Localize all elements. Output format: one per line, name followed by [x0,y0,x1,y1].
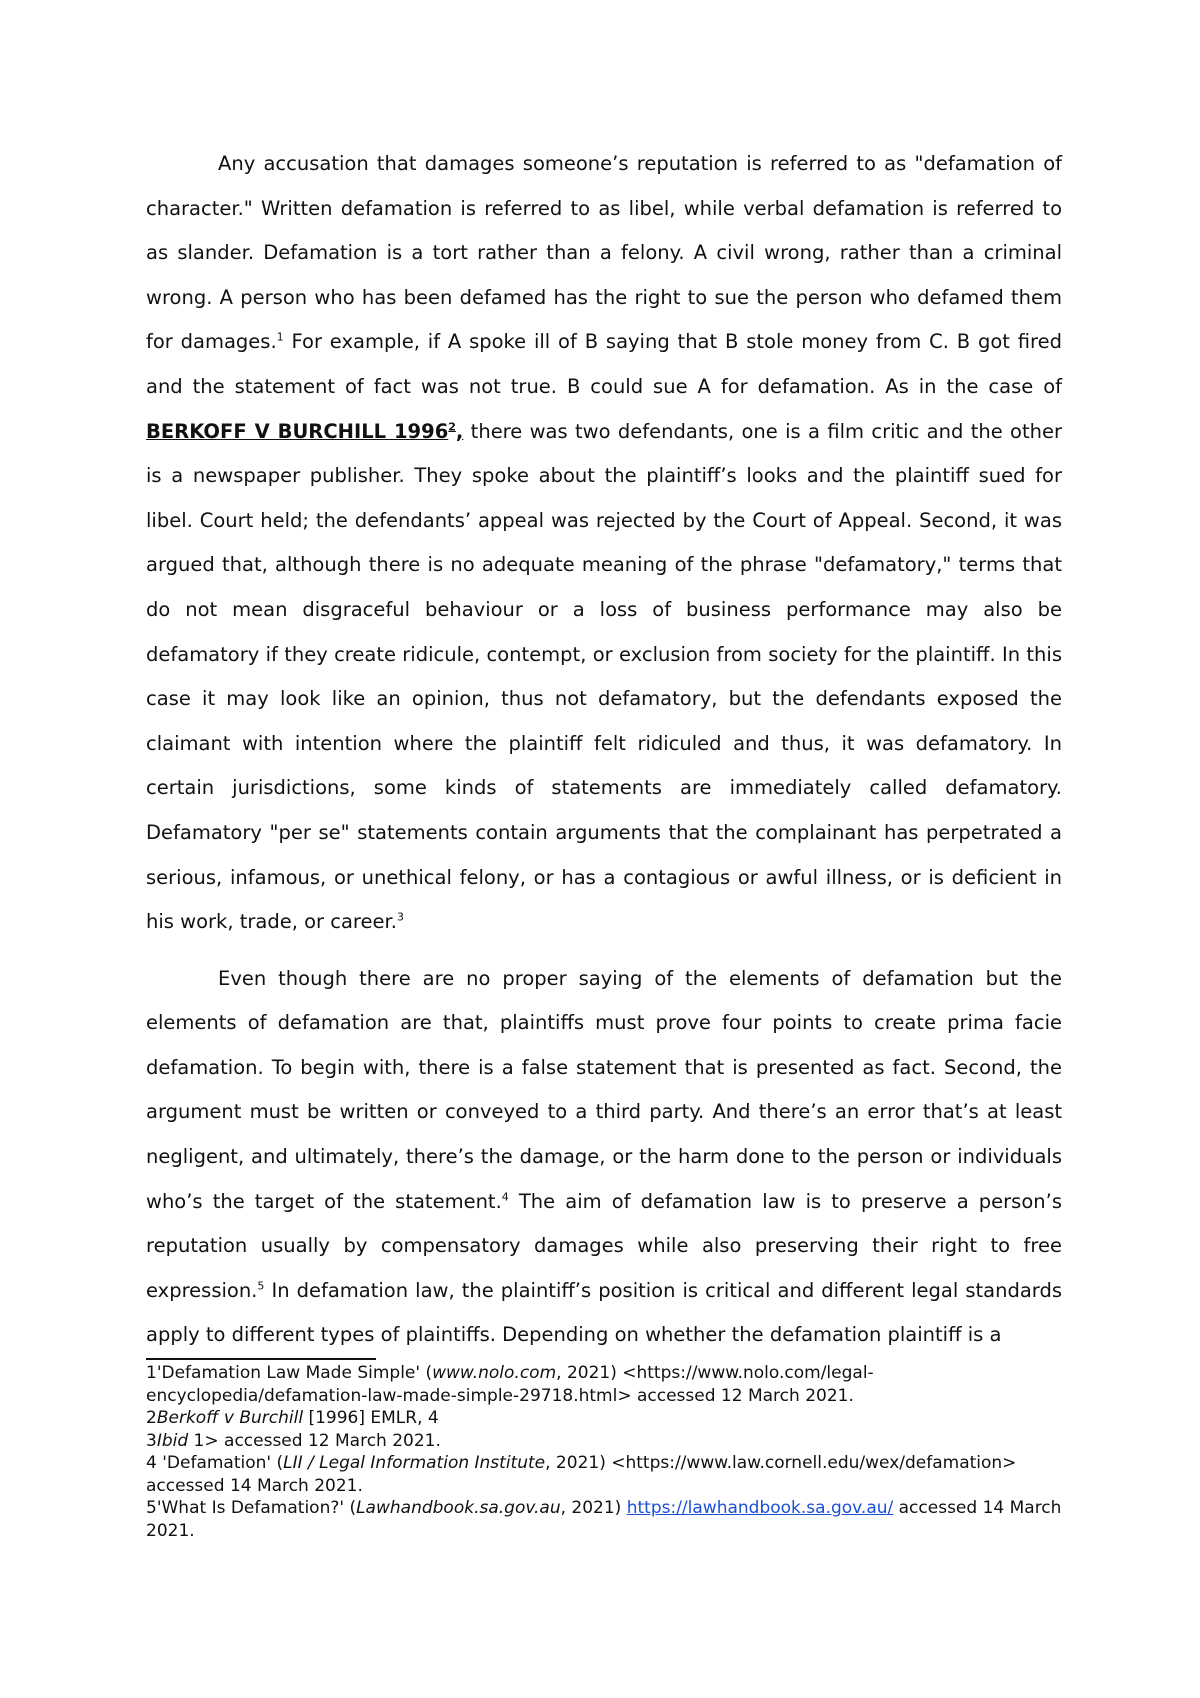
footnote-source: Berkoff v Burchill [156,1408,304,1428]
footnote-ref-1[interactable]: 1 [276,330,284,344]
footnote-ref-2[interactable]: 2 [448,420,456,434]
footnote-number: 2 [146,1408,157,1428]
footnote-5 [146,1497,1062,1542]
footnote-source: Lawhandbook.sa.gov.au [356,1498,561,1518]
paragraph-1 [146,142,1062,945]
footnote-text: , 2021) <https://www.nolo.com/legal-encyclopedia/defamation-law-made-simple-29718.html> accessed 12 March 2021. [146,1363,874,1406]
footnote-ref-3[interactable]: 3 [396,910,404,924]
paragraph-2-text-c: In defamation law, the plaintiff’s position is critical and different legal standards apply to different types of plaintiffs. Depending on whether the defamation plaintiff is a [146,1278,1062,1347]
footnote-number: 4 [146,1453,157,1473]
footnote-source: Ibid [156,1430,189,1451]
paragraph-2-text-a: Even though there are no proper saying of the elements of defamation but the elements of defamation are that, plaintiffs must prove four points to create prima facie defamation. To begin with, there is a false statement that is presented as fact. Second, the argument must be written or conveyed to a third party. And there’s an error that’s at least negligent, and ultimately, there’s the damage, or the harm done to the person or individuals who’s the target of the statement. [146,966,1062,1213]
footnotes-section [146,1358,1062,1542]
footnote-separator [146,1358,376,1360]
footnote-source: www.nolo.com [432,1363,557,1383]
footnote-3 [146,1430,1062,1453]
lawhandbook-link[interactable]: https://lawhandbook.sa.gov.au/ [626,1498,894,1518]
paragraph-2 [146,957,1062,1358]
footnote-1 [146,1362,1062,1407]
footnote-text: , 2021) [560,1498,627,1518]
case-citation-link[interactable]: BERKOFF V BURCHILL 1996 [146,419,449,443]
footnote-text: , 2021) <https://www.law.cornell.edu/wex/defamation> accessed 14 March 2021. [146,1453,1017,1496]
footnote-text: 'Defamation Law Made Simple' ( [156,1363,433,1383]
paragraph-1-text-c: there was two defendants, one is a film critic and the other is a newspaper publisher. They spoke about the plaintiff’s looks and the plaintiff sued for libel. Court held; the defendants’ appeal was rejected by the Court of Appeal. Second, it was argued that, although there is no adequate meaning of the phrase "defamatory," terms that do not mean disgraceful behaviour or a loss of business performance may also be defamatory if they create ridicule, contempt, or exclusion from society for the plaintiff. In this case it may look like an opinion, thus not defamatory, but the defendants exposed the claimant with intention where the plaintiff felt ridiculed and thus, it was defamatory. In certain jurisdictions, some kinds of statements are immediately called defamatory. Defamatory "per se" statements contain arguments that the complainant has perpetrated a serious, infamous, or unethical felony, or has a contagious or awful illness, or is deficient in his work, trade, or career. [146,419,1062,934]
footnote-text: 'What Is Defamation?' ( [156,1498,357,1518]
footnote-number: 5 [146,1498,157,1518]
paragraph-2-text-b: The aim of defamation law is to preserve a person’s reputation usually by compensatory damages while also preserving their right to free expression. [146,1189,1062,1302]
footnote-number: 1 [146,1363,157,1383]
document-body [146,142,1062,1358]
footnote-text: 'Defamation' ( [156,1453,284,1473]
footnote-text: accessed 14 March 2021. [146,1498,1062,1541]
footnote-2 [146,1407,1062,1430]
footnote-ref-5[interactable]: 5 [257,1279,265,1293]
footnote-source: LII / Legal Information Institute [283,1453,546,1473]
footnote-text: [1996] EMLR, 4 [303,1408,439,1428]
case-citation-comma: , [455,419,464,443]
footnote-4 [146,1452,1062,1497]
footnote-number: 3 [146,1430,157,1451]
footnote-text: 1> accessed 12 March 2021. [188,1430,441,1451]
footnote-ref-4[interactable]: 4 [501,1190,509,1204]
paragraph-1-text-b: For example, if A spoke ill of B saying that B stole money from C. B got fired and the statement of fact was not true. B could sue A for defamation. As in the case of [146,330,1062,398]
paragraph-1-text-a: Any accusation that damages someone’s reputation is referred to as "defamation of character." Written defamation is referred to as libel, while verbal defamation is referred to as slander. Defamation is a tort rather than a felony. A civil wrong, rather than a criminal wrong. A person who has been defamed has the right to sue the person who defamed them for damages. [146,152,1062,354]
